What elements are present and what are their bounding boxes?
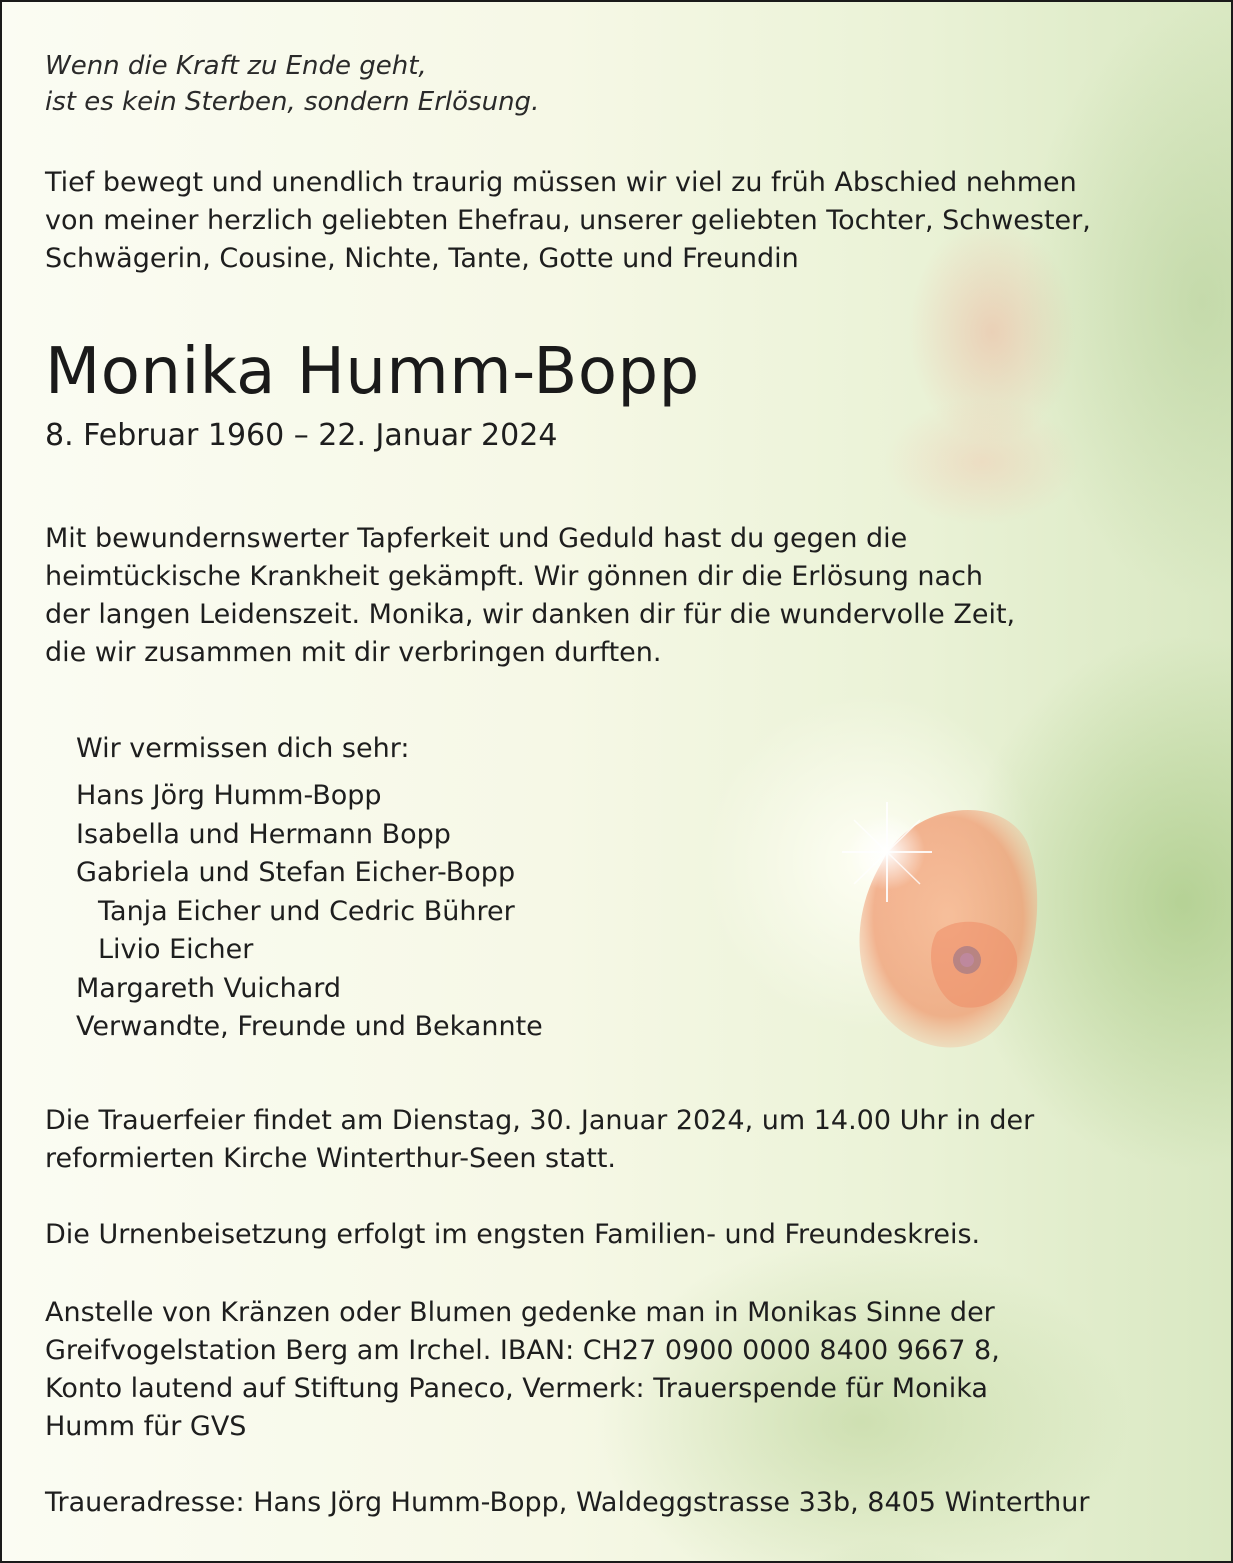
mourners-list [76,777,543,1047]
poppy-flower-illustration [842,782,1042,1082]
donation-line: Humm für GVS [45,1411,247,1442]
donation-info [45,1294,1000,1446]
donation-line: Greifvogelstation Berg am Irchel. IBAN: CH27 0900 0000 8400 9667 8, [45,1335,1000,1366]
mourner-name: Livio Eicher [98,934,254,965]
donation-line: Konto lautend auf Stiftung Paneco, Vermerk: Trauerspende für Monika [45,1373,988,1404]
intro-line: Tief bewegt und unendlich traurig müssen wir viel zu früh Abschied nehmen [45,167,1077,198]
quote-line: Wenn die Kraft zu Ende geht, [45,51,427,81]
mourner-name: Isabella und Hermann Bopp [76,818,451,850]
quote-line: ist es kein Sterben, sondern Erlösung. [45,87,540,117]
mourning-address: Traueradresse: Hans Jörg Humm-Bopp, Waldeggstrasse 33b, 8405 Winterthur [45,1487,1090,1518]
intro-line: von meiner herzlich geliebten Ehefrau, unserer geliebten Tochter, Schwester, [45,205,1091,236]
deceased-name: Monika Humm-Bopp [45,335,700,409]
intro-line: Schwägerin, Cousine, Nichte, Tante, Gotte und Freundin [45,243,799,274]
urn-line: Die Urnenbeisetzung erfolgt im engsten Familien- und Freundeskreis. [45,1219,981,1250]
mourner-name: Margareth Vuichard [76,972,342,1004]
funeral-line: reformierten Kirche Winterthur-Seen statt. [45,1143,616,1174]
quote [45,48,539,120]
intro-paragraph [45,164,1091,278]
donation-line: Anstelle von Kränzen oder Blumen gedenke man in Monikas Sinne der [45,1297,995,1328]
life-dates: 8. Februar 1960 – 22. Januar 2024 [45,418,558,453]
mourner-name: Verwandte, Freunde und Bekannte [76,1011,543,1042]
tribute-line: der langen Leidenszeit. Monika, wir danken dir für die wundervolle Zeit, [45,599,1016,630]
mourners-heading: Wir vermissen dich sehr: [76,733,410,764]
funeral-line: Die Trauerfeier findet am Dienstag, 30. Januar 2024, um 14.00 Uhr in der [45,1105,1035,1136]
funeral-info [45,1102,1034,1178]
tribute-line: heimtückische Krankheit gekämpft. Wir gönnen dir die Erlösung nach [45,561,984,592]
tribute-line: Mit bewundernswerter Tapferkeit und Geduld hast du gegen die [45,523,908,554]
mourner-name: Hans Jörg Humm-Bopp [76,780,382,811]
mourner-name: Gabriela und Stefan Eicher-Bopp [76,857,516,888]
urn-info [45,1216,980,1254]
tribute-paragraph [45,520,1015,672]
mourner-name: Tanja Eicher und Cedric Bührer [98,895,515,927]
tribute-line: die wir zusammen mit dir verbringen durften. [45,637,662,668]
